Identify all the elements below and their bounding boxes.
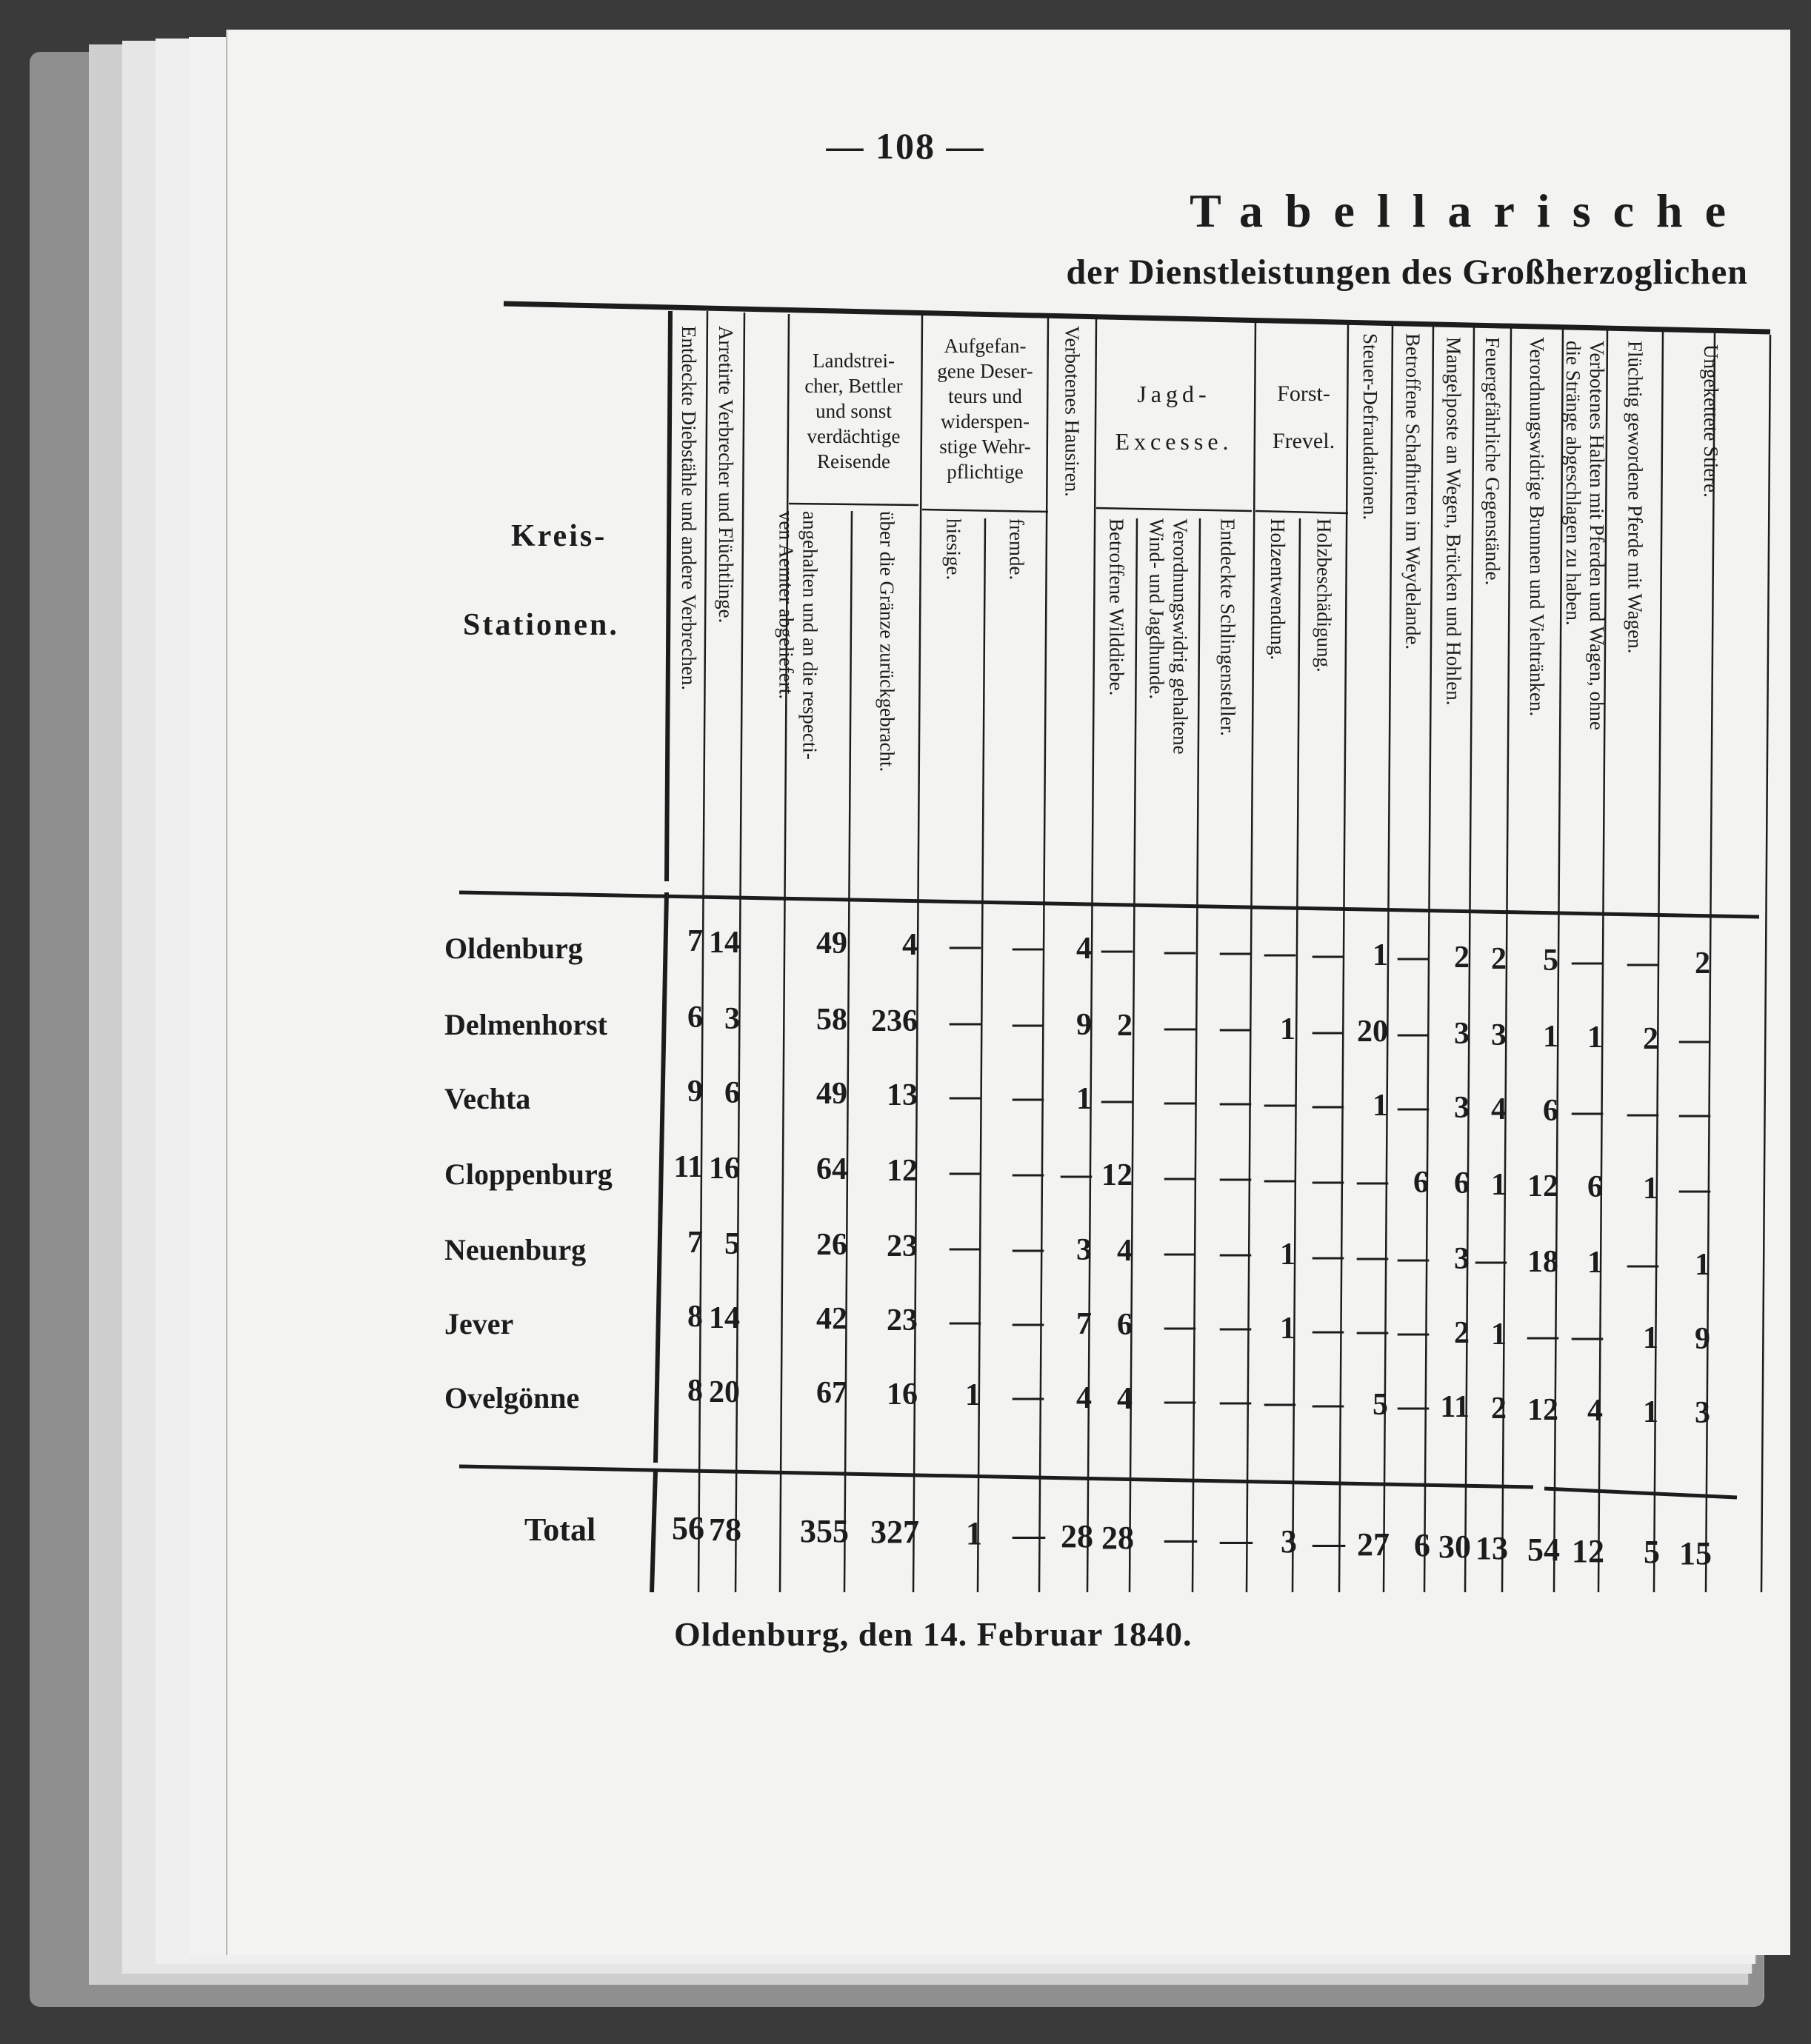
table-cell: 1: [1280, 1012, 1295, 1046]
table-cell: —: [1220, 1236, 1251, 1271]
table-cell: 49: [816, 1077, 847, 1112]
group-rule-jagd: [1096, 508, 1252, 511]
table-cell: —: [1013, 1306, 1044, 1340]
table-cell: —: [1101, 932, 1133, 967]
table-cell: 1: [1643, 1395, 1658, 1429]
stub-separator-total: [652, 1470, 656, 1592]
date-line: Oldenburg, den 14. Februar 1840.: [674, 1615, 1193, 1653]
table-cell: —: [1357, 1314, 1388, 1349]
table-cell: 11: [673, 1150, 703, 1184]
total-cell: 56: [672, 1510, 704, 1546]
table-cell: 6: [687, 1001, 703, 1035]
column-header-11: Holzentwendung.: [1267, 518, 1289, 661]
total-cell: 327: [870, 1514, 919, 1551]
column-rule: [1761, 335, 1770, 1592]
table-cell: —: [1164, 1235, 1195, 1269]
table-cell: 3: [1695, 1396, 1710, 1431]
table-cell: 1: [1587, 1246, 1603, 1280]
table-cell: —: [1398, 1089, 1429, 1124]
table-cell: —: [1475, 1243, 1507, 1278]
total-cell: 5: [1644, 1534, 1660, 1571]
table-cell: —: [1220, 1085, 1251, 1120]
group-header-landstreicher: Landstrei- cher, Bettler und sonst verdächtige Reisende: [804, 350, 903, 472]
total-label: Total: [524, 1512, 596, 1548]
table-cell: 8: [687, 1374, 703, 1408]
stub-header-line2: Stationen.: [463, 608, 619, 642]
total-cell: 28: [1061, 1517, 1093, 1554]
column-header-20: Ungekettete Stiere.: [1700, 344, 1722, 498]
table-cell: —: [1013, 1232, 1044, 1266]
table-cell: —: [1220, 935, 1251, 969]
table-cell: —: [1220, 1384, 1251, 1419]
stub-separator-body: [656, 892, 667, 1463]
table-cell: 236: [871, 1003, 918, 1038]
column-header-10: Entdeckte Schlingensteller.: [1216, 518, 1239, 736]
table-cell: —: [1313, 1013, 1344, 1048]
table-cell: 20: [1357, 1015, 1388, 1049]
table-cell: 1: [1373, 938, 1388, 973]
table-cell: —: [1398, 939, 1429, 974]
table-cell: 1: [1643, 1171, 1658, 1206]
table-cell: —: [1398, 1015, 1429, 1050]
table-cell: 3: [724, 1001, 740, 1036]
table-cell: 42: [816, 1302, 847, 1337]
total-cell: 28: [1101, 1519, 1134, 1556]
total-cell: —: [1013, 1517, 1045, 1553]
table-cell: 9: [1076, 1007, 1092, 1042]
table-cell: —: [1313, 1238, 1344, 1273]
group-header-forst: Forst- Frevel.: [1272, 381, 1335, 453]
table-cell: 2: [1643, 1021, 1658, 1056]
table-cell: 16: [709, 1151, 740, 1186]
table-cell: —: [1572, 944, 1603, 979]
table-cell: —: [1398, 1240, 1429, 1275]
column-header-9: Verordnungswidrig gehaltene Wind- und Jagdhunde.: [1145, 518, 1192, 755]
table-cell: 4: [1117, 1382, 1133, 1417]
total-cell: 78: [709, 1511, 741, 1548]
table-cell: —: [1313, 937, 1344, 972]
total-cell: 355: [800, 1512, 849, 1549]
table-cell: —: [1220, 1310, 1251, 1345]
table-cell: —: [1220, 1011, 1251, 1046]
table-cell: 6: [724, 1075, 740, 1110]
table-cell: 4: [1076, 1380, 1092, 1415]
table-cell: 11: [1440, 1390, 1470, 1425]
table-cell: 49: [816, 926, 847, 961]
column-header-17: Verordnungswidrige Brunnen und Viehtränken.: [1526, 337, 1548, 717]
column-header-12: Holzbeschädigung.: [1313, 518, 1335, 672]
column-header-6: fremde.: [1005, 518, 1028, 581]
total-cell: —: [1164, 1520, 1197, 1557]
table-cell: —: [1013, 930, 1044, 964]
body-bottom-rule: [459, 1466, 1533, 1487]
table-cell: —: [1679, 1097, 1710, 1132]
table-cell: 4: [1117, 1234, 1133, 1269]
column-header-19: Flüchtig gewordene Pferde mit Wagen.: [1624, 341, 1647, 654]
table-cell: —: [950, 1005, 981, 1040]
table-cell: 6: [1117, 1308, 1133, 1343]
table-cell: 4: [1587, 1394, 1603, 1429]
column-header-15: Mangelposte an Wegen, Brücken und Hohlen.: [1442, 337, 1465, 706]
table-cell: 6: [1454, 1166, 1470, 1201]
total-cell: —: [1313, 1524, 1345, 1561]
total-cell: 54: [1527, 1531, 1560, 1568]
row-station-label: Oldenburg: [444, 932, 583, 965]
table-cell: —: [1220, 1160, 1251, 1195]
table-cell: 14: [709, 925, 740, 960]
table-cell: —: [1679, 1172, 1710, 1207]
table-cell: —: [950, 1079, 981, 1114]
table-cell: 9: [687, 1075, 703, 1109]
table-cell: 8: [687, 1300, 703, 1334]
table-cell: 16: [887, 1377, 918, 1412]
table-cell: 2: [1454, 941, 1470, 975]
group-rule-forst: [1255, 511, 1348, 513]
table-cell: 3: [1491, 1018, 1507, 1052]
table-cell: —: [1313, 1312, 1344, 1347]
table-cell: 1: [1587, 1021, 1603, 1055]
table-cell: —: [1264, 1086, 1295, 1120]
column-header-18: Verbotenes Halten mit Pferden und Wagen, ohne die Stränge abgeschlagen zu haben.: [1562, 341, 1608, 730]
table-cell: 3: [1076, 1232, 1092, 1267]
row-station-label: Vechta: [444, 1082, 531, 1115]
table-cell: —: [1627, 945, 1658, 980]
table-cell: —: [1398, 1315, 1429, 1349]
table-cell: 1: [1491, 1317, 1507, 1352]
table-cell: 7: [1076, 1306, 1092, 1341]
table-cell: 2: [1454, 1316, 1470, 1351]
table-cell: —: [1572, 1095, 1603, 1129]
table-cell: —: [1101, 1083, 1133, 1118]
table-cell: 12: [1527, 1169, 1558, 1203]
total-cell: 27: [1357, 1526, 1390, 1563]
total-cell: 1: [966, 1515, 982, 1552]
group-rule-landstreicher: [789, 504, 918, 505]
table-cell: 13: [887, 1078, 918, 1112]
page-title: Tabellarische: [1190, 184, 1748, 237]
table-cell: 4: [1491, 1092, 1507, 1126]
stub-header-line1: Kreis-: [511, 519, 607, 553]
table-cell: —: [1313, 1386, 1344, 1421]
total-cell: 3: [1281, 1523, 1297, 1560]
table-cell: —: [1313, 1163, 1344, 1198]
table-cell: 3: [1454, 1091, 1470, 1126]
total-cell: 15: [1679, 1535, 1712, 1572]
table-cell: —: [1164, 1159, 1195, 1194]
column-header-2: Arretirte Verbrecher und Flüchtlinge.: [715, 326, 737, 624]
table-cell: —: [1527, 1318, 1558, 1353]
row-station-label: Cloppenburg: [444, 1158, 613, 1191]
table-cell: —: [1061, 1157, 1092, 1192]
table-cell: 6: [1413, 1165, 1429, 1200]
column-header-13: Steuer-Defraudationen.: [1359, 333, 1381, 521]
table-cell: 23: [887, 1303, 918, 1337]
table-cell: —: [1013, 1156, 1044, 1190]
table-cell: —: [1164, 933, 1195, 968]
table-cell: —: [1357, 1240, 1388, 1275]
header-bottom-rule: [459, 892, 1759, 917]
total-cell: 6: [1414, 1527, 1430, 1564]
table-cell: 1: [1280, 1238, 1295, 1272]
table-cell: —: [950, 1155, 981, 1189]
row-station-label: Delmenhorst: [444, 1008, 607, 1041]
column-header-16: Feuergefährliche Gegenstände.: [1481, 337, 1504, 586]
table-cell: 58: [816, 1003, 847, 1038]
table-cell: 1: [1543, 1019, 1558, 1054]
group-header-deserteure: Aufgefan- gene Deser- teurs und widerspen- stige Wehr- pflichtige: [937, 335, 1033, 483]
table-cell: 5: [724, 1226, 740, 1261]
table-cell: —: [950, 1304, 981, 1339]
table-cell: 2: [1695, 946, 1710, 981]
table-cell: 9: [1695, 1322, 1710, 1357]
table-cell: —: [950, 1230, 981, 1265]
table-cell: —: [1627, 1246, 1658, 1281]
table-cell: 6: [1543, 1093, 1558, 1128]
table-cell: —: [1164, 1083, 1195, 1118]
table-cell: 67: [816, 1376, 847, 1411]
table-cell: —: [1627, 1095, 1658, 1130]
table-cell: —: [1264, 1162, 1295, 1196]
table-cell: 12: [1527, 1392, 1558, 1427]
page-subtitle: der Dienstleistungen des Großherzoglichen: [1066, 253, 1748, 292]
table-cell: 5: [1373, 1388, 1388, 1423]
table-cell: —: [1013, 1380, 1044, 1414]
table-cell: 5: [1543, 943, 1558, 978]
table-cell: —: [1264, 1386, 1295, 1420]
table-cell: —: [1572, 1320, 1603, 1355]
column-header-8: Betroffene Wilddiebe.: [1105, 518, 1128, 696]
table-cell: 4: [902, 927, 918, 962]
table-cell: 12: [887, 1153, 918, 1188]
table-cell: 1: [1280, 1312, 1295, 1346]
table-cell: 1: [1695, 1248, 1710, 1283]
table-cell: —: [1013, 1006, 1044, 1041]
table-cell: —: [1164, 1309, 1195, 1343]
column-header-14: Betroffene Schafhirten im Weydelande.: [1401, 333, 1424, 650]
table-cell: 64: [816, 1152, 847, 1187]
column-header-1: Entdeckte Diebstähle und andere Verbrechen.: [678, 326, 700, 691]
table-cell: —: [1398, 1389, 1429, 1423]
row-station-label: Ovelgönne: [444, 1381, 580, 1415]
table-cell: 23: [887, 1229, 918, 1263]
table-cell: —: [1164, 1009, 1195, 1044]
page-number: — 108 —: [826, 125, 985, 167]
table-cell: 3: [1454, 1242, 1470, 1277]
table-cell: 2: [1117, 1009, 1133, 1043]
table-cell: 26: [816, 1228, 847, 1263]
table-cell: 2: [1491, 1392, 1507, 1426]
table-cell: —: [1679, 1023, 1710, 1058]
table-cell: 1: [1491, 1168, 1507, 1202]
table-cell: —: [1357, 1164, 1388, 1199]
group-header-jagd: Jagd- Excesse.: [1115, 381, 1233, 455]
table-cell: 7: [687, 924, 703, 958]
table-cell: 6: [1587, 1170, 1603, 1205]
table-cell: 1: [965, 1378, 981, 1413]
column-header-4: über die Gränze zurückgebracht.: [876, 511, 898, 772]
table-cell: 4: [1076, 931, 1092, 966]
table-cell: —: [1013, 1081, 1044, 1115]
table-cell: 18: [1527, 1244, 1558, 1279]
column-header-3: angehalten und an die respecti- ven Aemter abgeliefert.: [775, 511, 821, 760]
body-bottom-rule-right: [1544, 1489, 1737, 1497]
table-cell: —: [1313, 1087, 1344, 1122]
column-header-7: Verbotenes Hausiren.: [1061, 326, 1084, 497]
total-cell: 30: [1438, 1529, 1471, 1566]
total-cell: 12: [1572, 1532, 1604, 1569]
row-station-label: Jever: [444, 1307, 514, 1340]
table-cell: 2: [1491, 942, 1507, 976]
total-cell: 13: [1475, 1530, 1508, 1566]
table-cell: 1: [1373, 1089, 1388, 1123]
table-cell: 7: [687, 1226, 703, 1260]
total-cell: —: [1220, 1522, 1253, 1559]
table-cell: 1: [1643, 1320, 1658, 1355]
table-cell: 20: [709, 1375, 740, 1409]
group-rule-deserteure: [922, 510, 1048, 512]
table-cell: 12: [1101, 1158, 1133, 1193]
table-cell: 1: [1076, 1081, 1092, 1116]
table-cell: 3: [1454, 1017, 1470, 1052]
table-cell: —: [1164, 1383, 1195, 1417]
row-station-label: Neuenburg: [444, 1233, 587, 1266]
column-header-5: hiesige.: [942, 518, 965, 581]
table-cell: 14: [709, 1300, 740, 1335]
table-cell: —: [950, 929, 981, 963]
table-cell: —: [1264, 936, 1295, 970]
